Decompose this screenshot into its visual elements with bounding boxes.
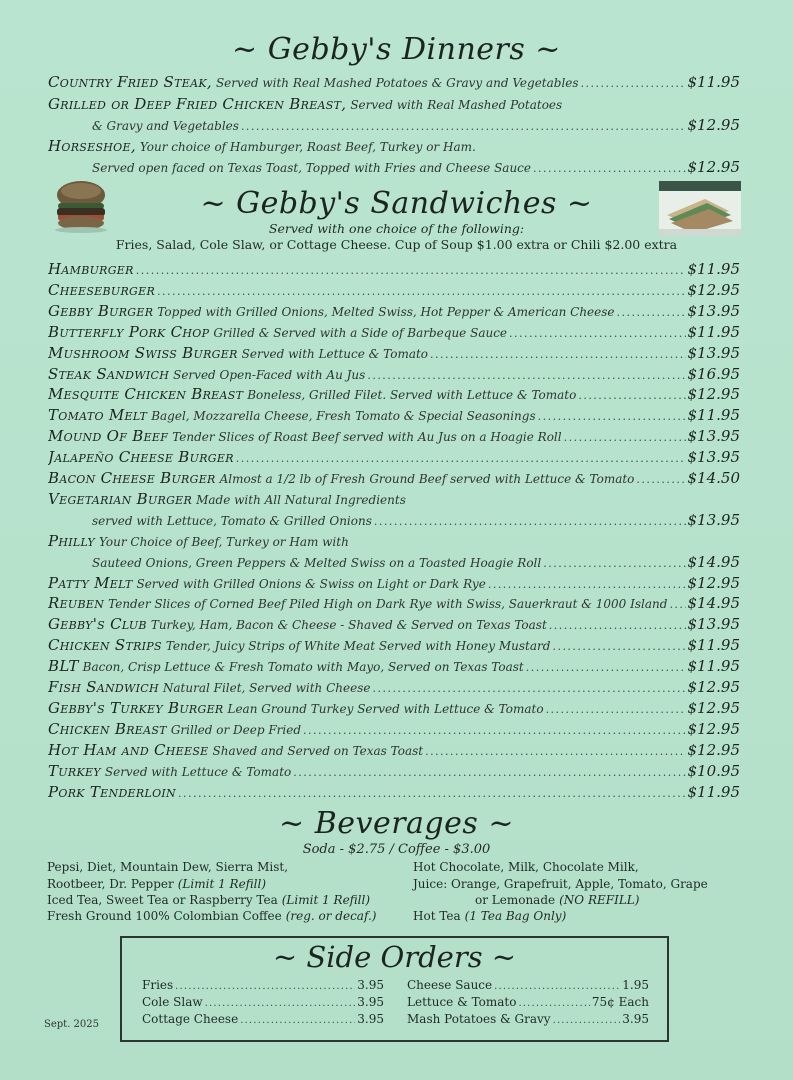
item-description: Served with Lettuce & Tomato — [104, 764, 292, 779]
leader-dots — [526, 661, 686, 674]
menu-item — [48, 741, 740, 761]
side-order-price: 3.95 — [622, 1012, 649, 1026]
beverage-line — [47, 860, 288, 874]
item-price: $12.95 — [687, 719, 740, 738]
item-description: Served open faced on Texas Toast, Topped with Fries and Cheese Sauce — [92, 161, 531, 175]
item-name: BLT — [48, 657, 79, 676]
item-price: $10.95 — [687, 761, 740, 780]
side-order-name: Fries — [142, 978, 174, 992]
sandwiches-subtitle-1: Served with one choice of the following: — [268, 221, 525, 236]
leader-dots — [617, 306, 686, 319]
leader-dots — [175, 981, 355, 992]
item-name: Pork Tenderloin — [48, 782, 176, 801]
leader-dots — [430, 348, 685, 361]
item-description: Grilled or Deep Fried — [170, 722, 302, 737]
item-price: $12.95 — [687, 740, 740, 759]
item-description: Bagel, Mozzarella Cheese, Fresh Tomato & Special Seasonings — [151, 409, 536, 424]
item-price: $12.95 — [687, 678, 740, 696]
item-price: $11.95 — [687, 782, 740, 801]
item-description: Served with Grilled Onions & Swiss on Light or Dark Rye — [136, 576, 486, 591]
menu-item — [48, 490, 740, 510]
menu-item — [48, 260, 740, 280]
item-description: Topped with Grilled Onions, Melted Swiss, Hot Pepper & American Cheese — [157, 304, 615, 319]
side-order-price: 75¢ Each — [591, 995, 649, 1009]
beverage-text: Iced Tea, Sweet Tea or Raspberry Tea — [47, 893, 278, 907]
beverage-text: Hot Chocolate, Milk, Chocolate Milk, — [413, 860, 639, 874]
item-price: $11.95 — [687, 636, 740, 655]
leader-dots — [533, 162, 686, 175]
item-name: Gebby Burger — [48, 301, 154, 320]
item-price: $12.95 — [687, 280, 740, 299]
item-price: $13.95 — [687, 615, 740, 634]
leader-dots — [538, 410, 686, 423]
item-description: Served with Real Mashed Potatoes & Gravy and Vegetables — [215, 76, 579, 90]
beverage-line — [413, 860, 639, 874]
item-name: Steak Sandwich — [48, 364, 170, 383]
menu-item — [48, 73, 740, 93]
item-price: $12.95 — [687, 116, 740, 134]
leader-dots — [425, 745, 685, 758]
menu-item — [48, 783, 740, 803]
item-description: Tender Slices of Roast Beef served with Au Jus on a Hoagie Roll — [172, 430, 562, 445]
menu-item — [48, 365, 740, 385]
beverage-line — [47, 909, 376, 923]
menu-item — [48, 762, 740, 782]
beverage-note: (1 Tea Bag Only) — [464, 909, 567, 923]
item-price: $13.95 — [687, 301, 740, 320]
dinners-title: ~ Gebby's Dinners ~ — [232, 32, 561, 67]
item-description: Served with Lettuce & Tomato — [241, 346, 429, 361]
item-price: $13.95 — [687, 427, 740, 446]
item-description: Tender Slices of Corned Beef Piled High on Dark Rye with Swiss, Sauerkraut & 1000 Island — [108, 597, 668, 612]
item-name: Patty Melt — [48, 573, 133, 592]
leader-dots — [578, 389, 685, 402]
item-name: Reuben — [48, 594, 105, 613]
menu-item — [48, 323, 740, 343]
beverage-line — [47, 893, 370, 907]
menu-item — [48, 469, 740, 489]
menu-item — [48, 636, 740, 656]
item-description: Tender, Juicy Strips of White Meat Served with Honey Mustard — [165, 639, 551, 654]
side-orders-title: ~ Side Orders ~ — [272, 940, 517, 974]
side-order-price: 3.95 — [357, 978, 384, 992]
leader-dots — [669, 598, 685, 611]
item-price: $11.95 — [687, 322, 740, 341]
menu-item — [48, 678, 740, 698]
item-name: Chicken Strips — [48, 636, 162, 655]
item-description: & Gravy and Vegetables — [92, 119, 239, 133]
item-price: $13.95 — [687, 448, 740, 467]
item-name: Mesquite Chicken Breast — [48, 385, 244, 404]
leader-dots — [367, 369, 685, 382]
leader-dots — [205, 998, 356, 1009]
item-description: Shaved and Served on Texas Toast — [212, 743, 424, 758]
beverage-text: Fresh Ground 100% Colombian Coffee — [47, 909, 282, 923]
item-description: Turkey, Ham, Bacon & Cheese - Shaved & Served on Texas Toast — [150, 618, 547, 633]
item-description: Boneless, Grilled Filet. Served with Lettuce & Tomato — [247, 388, 577, 403]
item-price: $11.95 — [687, 406, 740, 425]
leader-dots — [488, 578, 686, 591]
leader-dots — [303, 724, 685, 737]
side-order-price: 3.95 — [357, 995, 384, 1009]
side-order-item — [142, 1012, 384, 1029]
menu-item — [92, 553, 740, 573]
item-description: Almost a 1/2 lb of Fresh Ground Beef served with Lettuce & Tomato — [219, 472, 635, 486]
item-price: $11.95 — [687, 73, 740, 91]
beverage-note: (Limit 1 Refill) — [177, 877, 267, 891]
side-order-item — [407, 1012, 649, 1029]
leader-dots — [518, 998, 589, 1009]
leader-dots — [293, 766, 685, 779]
menu-item — [48, 594, 740, 614]
leader-dots — [236, 452, 686, 465]
item-description: Sauteed Onions, Green Peppers & Melted Swiss on a Toasted Hoagie Roll — [92, 555, 542, 570]
item-price: $11.95 — [687, 657, 740, 676]
menu-item — [48, 406, 740, 426]
menu-item — [48, 427, 740, 447]
side-order-name: Cheese Sauce — [407, 978, 493, 992]
menu-item — [48, 615, 740, 635]
menu-item — [48, 657, 740, 677]
item-price: $12.95 — [687, 573, 740, 592]
item-description: Your Choice of Beef, Turkey or Ham with — [99, 534, 349, 549]
menu-item — [48, 720, 740, 740]
item-name: Country Fried Steak, — [48, 73, 212, 91]
menu-item — [92, 511, 740, 531]
leader-dots — [509, 327, 685, 340]
menu-item — [48, 95, 740, 115]
beverage-note: (Limit 1 Refill) — [281, 893, 371, 907]
item-name: Mushroom Swiss Burger — [48, 343, 238, 362]
item-name: Gebby's Club — [48, 615, 147, 634]
leader-dots — [546, 703, 686, 716]
item-name: Mound Of Beef — [48, 427, 169, 446]
beverages-title: ~ Beverages ~ — [279, 806, 514, 841]
menu-item — [48, 344, 740, 364]
sandwiches-subtitle-2: Fries, Salad, Cole Slaw, or Cottage Cheese. Cup of Soup $1.00 extra or Chili $2.00 extra — [115, 237, 678, 252]
beverage-line — [47, 877, 266, 891]
leader-dots — [552, 640, 685, 653]
item-description: Served Open-Faced with Au Jus — [173, 367, 366, 382]
item-description: Lean Ground Turkey Served with Lettuce & Tomato — [227, 701, 544, 716]
side-order-name: Mash Potatoes & Gravy — [407, 1012, 551, 1026]
item-name: Chicken Breast — [48, 719, 167, 738]
item-description: Your choice of Hamburger, Roast Beef, Turkey or Ham. — [139, 140, 476, 154]
item-price: $14.95 — [687, 594, 740, 613]
beverage-text: Rootbeer, Dr. Pepper — [47, 877, 174, 891]
item-name: Grilled or Deep Fried Chicken Breast, — [48, 95, 347, 113]
item-name: Horseshoe, — [48, 137, 136, 155]
leader-dots — [372, 682, 685, 695]
sandwiches-title: ~ Gebby's Sandwiches ~ — [200, 186, 593, 221]
leader-dots — [240, 1015, 355, 1026]
leader-dots — [494, 981, 620, 992]
beverage-line — [475, 893, 639, 907]
side-order-item — [407, 978, 649, 995]
side-order-name: Lettuce & Tomato — [407, 995, 517, 1009]
beverage-note: (reg. or decaf.) — [285, 909, 377, 923]
menu-date: Sept. 2025 — [44, 1019, 99, 1030]
item-price: $12.95 — [687, 158, 740, 176]
leader-dots — [553, 1015, 621, 1026]
beverage-line — [413, 877, 708, 891]
side-order-item — [407, 995, 649, 1012]
side-order-name: Cottage Cheese — [142, 1012, 239, 1026]
item-description: Natural Filet, Served with Cheese — [162, 681, 371, 695]
menu-item — [92, 116, 740, 136]
item-price: $16.95 — [687, 364, 740, 383]
item-description: served with Lettuce, Tomato & Grilled Onions — [92, 513, 372, 528]
beverage-text: or Lemonade — [475, 893, 556, 907]
beverage-line — [413, 909, 566, 923]
side-order-item — [142, 978, 384, 995]
beverage-prices: Soda - $2.75 / Coffee - $3.00 — [302, 842, 491, 857]
menu-item — [48, 281, 740, 301]
item-price: $13.95 — [687, 343, 740, 362]
leader-dots — [241, 120, 686, 133]
beverage-text: Hot Tea — [413, 909, 461, 923]
leader-dots — [564, 431, 686, 444]
item-name: Turkey — [48, 761, 101, 780]
item-description: Made with All Natural Ingredients — [196, 492, 406, 507]
side-order-price: 1.95 — [622, 978, 649, 992]
leader-dots — [136, 264, 686, 277]
menu-item — [48, 699, 740, 719]
item-name: Hot Ham and Cheese — [48, 740, 209, 759]
item-name: Vegetarian Burger — [48, 489, 193, 508]
item-price: $12.95 — [687, 385, 740, 404]
item-name: Cheeseburger — [48, 280, 156, 299]
item-name: Philly — [48, 531, 95, 550]
menu-item — [48, 448, 740, 468]
menu-item — [48, 574, 740, 594]
beverage-note: (NO REFILL) — [559, 893, 640, 907]
item-description: Served with Real Mashed Potatoes — [350, 98, 563, 112]
beverage-text: Pepsi, Diet, Mountain Dew, Sierra Mist, — [47, 860, 289, 874]
item-name: Gebby's Turkey Burger — [48, 698, 224, 717]
item-name: Tomato Melt — [48, 406, 148, 425]
leader-dots — [157, 285, 685, 298]
item-price: $14.95 — [687, 552, 740, 571]
item-name: Bacon Cheese Burger — [48, 469, 216, 487]
menu-item — [92, 158, 740, 178]
item-price: $13.95 — [687, 510, 740, 529]
leader-dots — [543, 557, 685, 570]
side-order-item — [142, 995, 384, 1012]
menu-item — [48, 302, 740, 322]
item-name: Butterfly Pork Chop — [48, 322, 210, 341]
item-description: Bacon, Crisp Lettuce & Fresh Tomato with Mayo, Served on Texas Toast — [82, 660, 524, 675]
item-name: Fish Sandwich — [48, 678, 159, 696]
item-price: $11.95 — [687, 260, 740, 278]
item-description: Grilled & Served with a Side of Barbeque Sauce — [213, 325, 508, 340]
menu-item — [48, 532, 740, 552]
item-name: Hamburger — [48, 260, 134, 278]
leader-dots — [549, 619, 686, 632]
beverage-text: Juice: Orange, Grapefruit, Apple, Tomato, Grape — [413, 877, 708, 891]
leader-dots — [581, 77, 686, 90]
item-price: $12.95 — [687, 698, 740, 717]
side-order-name: Cole Slaw — [142, 995, 203, 1009]
menu-item — [48, 137, 740, 157]
side-order-price: 3.95 — [357, 1012, 384, 1026]
item-price: $14.50 — [687, 469, 740, 487]
leader-dots — [636, 473, 685, 486]
leader-dots — [178, 787, 686, 800]
item-name: Jalapeño Cheese Burger — [48, 448, 234, 467]
menu-item — [48, 385, 740, 405]
leader-dots — [374, 515, 686, 528]
